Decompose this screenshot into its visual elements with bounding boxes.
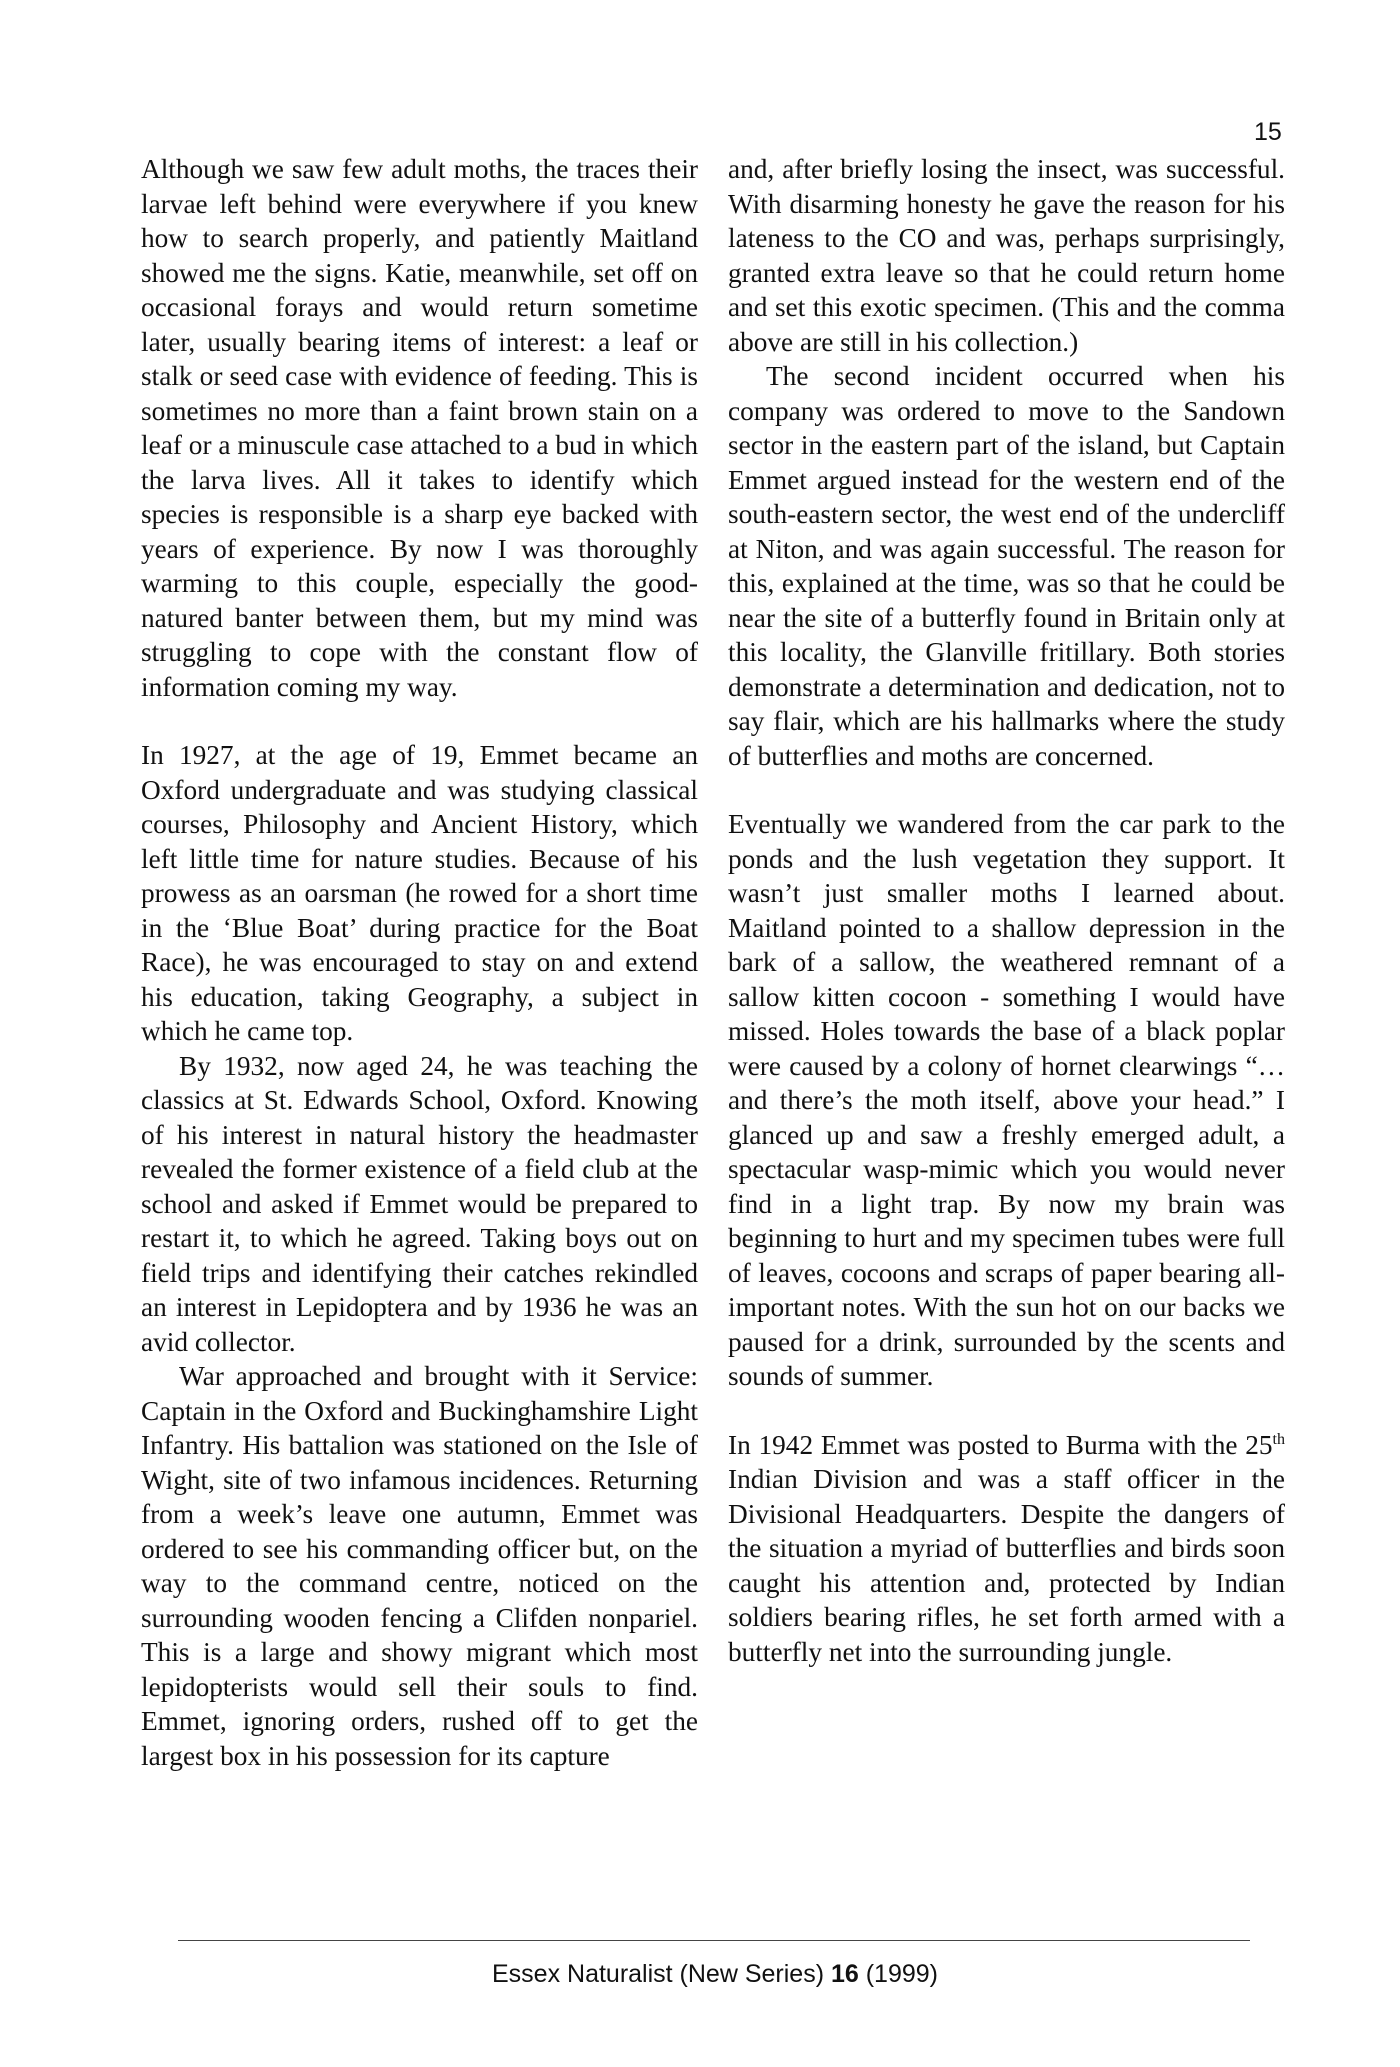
- left-column: [141, 152, 698, 1773]
- paragraph-text: In 1942 Emmet was posted to Burma with the 25: [728, 1429, 1273, 1460]
- volume-number: 16: [830, 1960, 859, 1988]
- paragraph: By 1932, now aged 24, he was teaching the classics at St. Edwards School, Oxford. Knowing of his interest in natural history the headmaster revealed the former existence of a field club at the school and asked if Emmet would be prepared to restart it, to which he agreed. Taking boys out on field trips and identifying their catches rekindled an interest in Lepidoptera and by 1936 he was an avid collector.: [141, 1050, 698, 1357]
- journal-name: Essex Naturalist (New Series): [491, 1960, 825, 1988]
- paragraph: and, after briefly losing the insect, was successful. With disarming honesty he gave the reason for his lateness to the CO and was, perhaps surprisingly, granted extra leave so that he could return home and set this exotic specimen. (This and the comma above are still in his collection.): [728, 154, 1285, 357]
- paragraph: The second incident occurred when his company was ordered to move to the Sandown sector in the eastern part of the island, but Captain Emmet argued instead for the western end of the south-eastern sector, the west end of the undercliff at Niton, and was again successful. The reason for this, explained at the time, was so that he could be near the site of a butterfly found in Britain only at this locality, the Glanville fritillary. Both stories demonstrate a determination and dedication, not to say flair, which are his hallmarks where the study of butterflies and moths are concerned.: [728, 361, 1285, 771]
- footer-divider: [178, 1940, 1250, 1941]
- paragraph: [728, 1428, 1285, 1670]
- paragraph-text: Indian Division and was a staff officer in the Divisional Headquarters. Despite the dangers of the situation a myriad of butterflies and birds soon caught his attention and, protected by Indian soldiers bearing rifles, he set forth armed with a butterfly net into the surrounding jungle.: [728, 1464, 1285, 1667]
- right-column: [728, 152, 1285, 1669]
- footer-citation: [0, 1960, 1400, 1989]
- ordinal-superscript: th: [1272, 1430, 1285, 1448]
- paragraph: Eventually we wandered from the car park to the ponds and the lush vegetation they support. It wasn’t just smaller moths I learned about. Maitland pointed to a shallow depression in the bark of a sallow, the weathered remnant of a sallow kitten cocoon - something I would have missed. Holes towards the base of a black poplar were caused by a colony of hornet clearwings “…and there’s the moth itself, above your head.” I glanced up and saw a freshly emerged adult, a spectacular wasp-mimic which you would never find in a light trap. By now my brain was beginning to hurt and my specimen tubes were full of leaves, cocoons and scraps of paper bearing all-important notes. With the sun hot on our backs we paused for a drink, surrounded by the scents and sounds of summer.: [728, 809, 1285, 1391]
- paragraph: Although we saw few adult moths, the traces their larvae left behind were everywhere if you knew how to search properly, and patiently Maitland showed me the signs. Katie, meanwhile, set off on occasional forays and would return sometime later, usually bearing items of interest: a leaf or stalk or seed case with evidence of feeding. This is sometimes no more than a faint brown stain on a leaf or a minuscule case attached to a bud in which the larva lives. All it takes to identify which species is responsible is a sharp eye backed with years of experience. By now I was thoroughly warming to this couple, especially the good-natured banter between them, but my mind was struggling to cope with the constant flow of information coming my way.: [141, 154, 698, 702]
- paragraph: In 1927, at the age of 19, Emmet became an Oxford undergraduate and was studying classical courses, Philosophy and Ancient History, which left little time for nature studies. Because of his prowess as an oarsman (he rowed for a short time in the ‘Blue Boat’ during practice for the Boat Race), he was encouraged to stay on and extend his education, taking Geography, a subject in which he came top.: [141, 740, 698, 1046]
- publication-year: (1999): [865, 1960, 938, 1988]
- paragraph: War approached and brought with it Service: Captain in the Oxford and Buckinghamshire Light Infantry. His battalion was stationed on the Isle of Wight, site of two infamous incidences. Returning from a week’s leave one autumn, Emmet was ordered to see his commanding officer but, on the way to the command centre, noticed on the surrounding wooden fencing a Clifden nonpariel. This is a large and showy migrant which most lepidopterists would sell their souls to find. Emmet, ignoring orders, rushed off to get the largest box in his possession for its capture: [141, 1361, 698, 1771]
- page-number: 15: [1254, 118, 1282, 146]
